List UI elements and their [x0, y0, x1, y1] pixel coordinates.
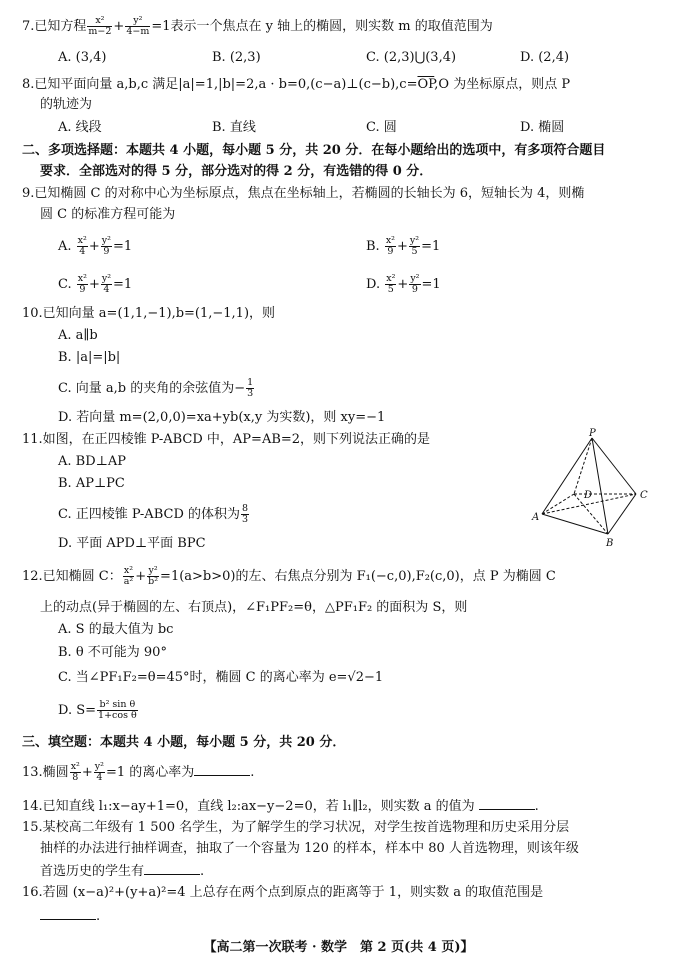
- q11-option-a[interactable]: A. BD⊥AP: [58, 454, 126, 469]
- q10-option-b[interactable]: B. |a|=|b|: [58, 350, 121, 365]
- answer-blank[interactable]: [194, 763, 250, 776]
- q11-option-d[interactable]: D. 平面 APD⊥平面 BPC: [58, 536, 206, 551]
- q9-option-b[interactable]: B. $\frac{\text{x²}}{9}$ + $\frac{\text{y²}}{5}$ =1: [366, 235, 441, 257]
- q7-option-c[interactable]: C. (2,3)⋃(3,4): [366, 50, 457, 65]
- q8-option-a[interactable]: A. 线段: [58, 120, 102, 135]
- q15-stem-line3: 首选历史的学生有 .: [40, 864, 205, 879]
- q8-option-c[interactable]: C. 圆: [366, 120, 397, 135]
- label-a: A: [532, 512, 540, 523]
- q12-option-b[interactable]: B. θ 不可能为 90°: [58, 645, 167, 660]
- section-2-heading-line2: 要求．全部选对的得 5 分，部分选对的得 2 分，有选错的得 0 分．: [40, 164, 433, 179]
- q9-stem: 9.已知椭圆 C 的对称中心为坐标原点，焦点在坐标轴上，若椭圆的长轴长为 6，短轴长为 4，则椭: [22, 186, 585, 201]
- q12-option-d[interactable]: D. S= $\frac{\text{b² sin θ}}{\text{1+cos θ}}$: [58, 699, 137, 721]
- q13-stem: 13.椭圆 $\frac{\text{x²}}{8}$ + $\frac{\text{y²}}{4}$ =1 的离心率为 .: [22, 761, 255, 783]
- q7-stem: 7.已知方程 $\frac{\text{x²}}{m-2}$ + $\frac{\text{y²}}{4-m}$ =1表示一个焦点在 y 轴上的椭圆，则实数 m 的取值范围为: [22, 15, 493, 37]
- q16-stem: 16.若圆 (x−a)²+(y+a)²=4 上总存在两个点到原点的距离等于 1，则实数 a 的取值范围是: [22, 885, 544, 900]
- label-d: D: [584, 490, 593, 501]
- label-p: P: [589, 428, 596, 439]
- q15-stem: 15.某校高二年级有 1 500 名学生，为了解学生的学习状况，对学生按首选物理和历史采用分层: [22, 820, 570, 835]
- q7-option-b[interactable]: B. (2,3): [212, 50, 261, 65]
- q7-option-a[interactable]: A. (3,4): [58, 50, 107, 65]
- q10-option-a[interactable]: A. a∥b: [58, 328, 98, 343]
- q10-option-d[interactable]: D. 若向量 m=(2,0,0)=xa+yb(x,y 为实数)，则 xy=−1: [58, 410, 386, 425]
- q14-stem: 14.已知直线 l₁:x−ay+1=0，直线 l₂:ax−y−2=0，若 l₁∥l₂，则实数 a 的值为 .: [22, 799, 539, 814]
- label-c: C: [640, 490, 648, 501]
- section-3-heading: 三、填空题：本题共 4 小题，每小题 5 分，共 20 分．: [22, 735, 346, 750]
- q12-stem-line2: 上的动点(异于椭圆的左、右顶点)，∠F₁PF₂=θ，△PF₁F₂ 的面积为 S，则: [40, 600, 468, 615]
- fraction: $\frac{\text{x²}}{m-2}$: [88, 15, 112, 37]
- section-2-heading: 二、多项选择题：本题共 4 小题，每小题 5 分，共 20 分．在每小题给出的选项中，有多项符合题目: [22, 143, 606, 158]
- q9-option-a[interactable]: A. $\frac{\text{x²}}{4}$ + $\frac{\text{y²}}{9}$ =1: [58, 235, 133, 257]
- q9-stem-line2: 圆 C 的标准方程可能为: [40, 207, 176, 222]
- answer-blank[interactable]: [144, 862, 200, 875]
- fraction: $\frac{\text{y²}}{4-m}$: [126, 15, 150, 37]
- q9-option-c[interactable]: C. $\frac{\text{x²}}{9}$ + $\frac{\text{y²}}{4}$ =1: [58, 273, 133, 295]
- q12-stem: 12.已知椭圆 C： $\frac{\text{x²}}{\text{a²}}$ + $\frac{\text{y²}}{\text{b²}}$ =1(a>b>0)的左、右焦点分别为 F₁(−c,0),F₂(c,0)，点 P 为椭圆 C: [22, 565, 556, 587]
- answer-blank[interactable]: [479, 797, 535, 810]
- q15-stem-line2: 抽样的办法进行抽样调查，抽取了一个容量为 120 的样本，样本中 80 人首选物理，则该年级: [40, 841, 579, 856]
- q11-stem: 11.如图，在正四棱锥 P-ABCD 中，AP=AB=2，则下列说法正确的是: [22, 432, 431, 447]
- answer-blank[interactable]: [40, 907, 96, 920]
- page-footer: 【高二第一次联考 · 数学 第 2 页(共 4 页)】: [203, 940, 474, 955]
- q8-option-b[interactable]: B. 直线: [212, 120, 256, 135]
- q11-option-b[interactable]: B. AP⊥PC: [58, 476, 125, 491]
- q10-stem: 10.已知向量 a=(1,1,−1),b=(1,−1,1)，则: [22, 306, 276, 321]
- pyramid-figure: [530, 428, 655, 553]
- q7-option-d[interactable]: D. (2,4): [520, 50, 570, 65]
- label-b: B: [606, 538, 614, 549]
- q8-stem: 8.已知平面向量 a,b,c 满足$|a|=1,|b|=2,a \cdot b=0,(c-a)\perp(c-b),c=\overline{OP},O$ 为坐标原点，则点 P: [22, 77, 571, 92]
- q12-option-c[interactable]: C. 当∠PF₁F₂=θ=45°时，椭圆 C 的离心率为 e=√2−1: [58, 670, 384, 685]
- q9-option-d[interactable]: D. $\frac{\text{x²}}{5}$ + $\frac{\text{y²}}{9}$ =1: [366, 273, 441, 295]
- q8-stem-line2: 的轨迹为: [40, 97, 93, 112]
- q11-option-c[interactable]: C. 正四棱锥 P-ABCD 的体积为 $\frac{8}{3}$: [58, 503, 249, 525]
- q8-option-d[interactable]: D. 椭圆: [520, 120, 565, 135]
- q10-option-c[interactable]: C. 向量 a,b 的夹角的余弦值为− $\frac{1}{3}$: [58, 377, 254, 399]
- q16-answer-line: .: [40, 907, 100, 925]
- q12-option-a[interactable]: A. S 的最大值为 bc: [58, 622, 174, 637]
